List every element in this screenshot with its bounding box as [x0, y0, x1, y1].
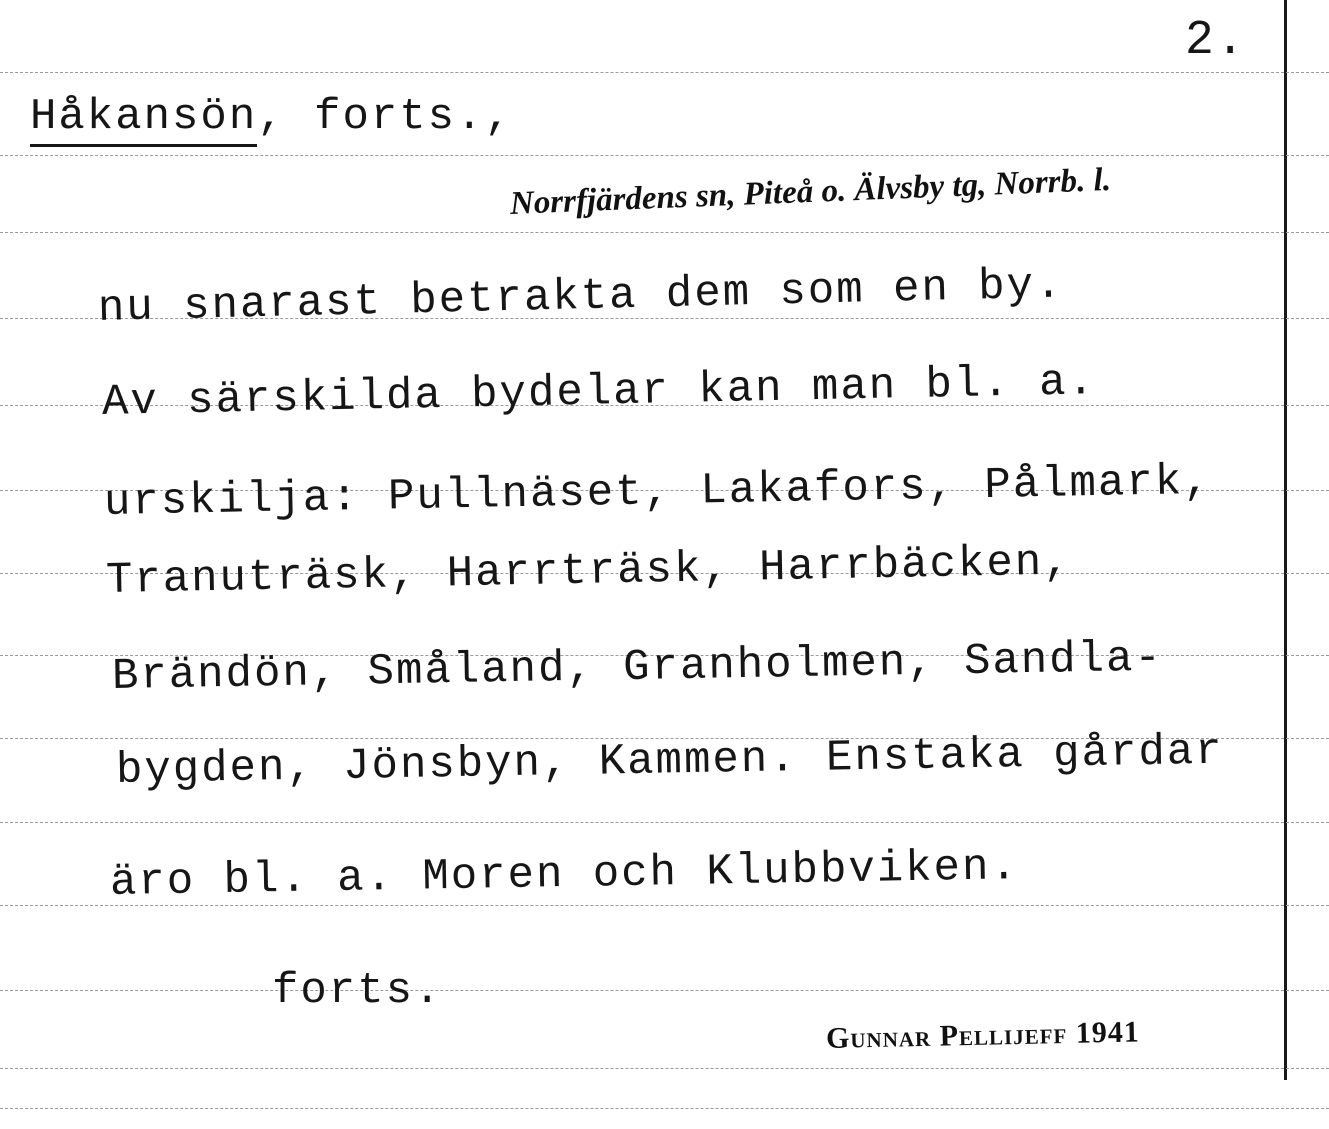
- ruled-line: [0, 232, 1329, 233]
- ruled-line: [0, 155, 1329, 156]
- ruled-line: [0, 1108, 1329, 1109]
- body-line: nu snarast betrakta dem som en by.: [97, 260, 1065, 334]
- body-line: bygden, Jönsbyn, Kammen. Enstaka gårdar: [115, 726, 1225, 796]
- signature-stamp: Gunnar Pellijeff 1941: [825, 1015, 1141, 1055]
- parish-stamp: Norrfjärdens sn, Piteå o. Älvsby tg, Norrb. l.: [509, 161, 1112, 222]
- ruled-line: [0, 990, 1329, 991]
- body-line: Brändön, Småland, Granholmen, Sandla-: [111, 633, 1164, 702]
- body-line: äro bl. a. Moren och Klubbviken.: [109, 842, 1020, 908]
- body-line: Tranuträsk, Harrträsk, Harrbäcken,: [105, 537, 1073, 606]
- body-line: Av särskilda bydelar kan man bl. a.: [101, 357, 1097, 428]
- page-number: 2.: [1185, 14, 1247, 68]
- ruled-line: [0, 1068, 1329, 1069]
- ruled-line: [0, 822, 1329, 823]
- heading-suffix: , forts.,: [257, 92, 513, 142]
- ruled-line: [0, 72, 1329, 73]
- place-name: Håkansön: [30, 92, 257, 147]
- continued-note: forts.: [272, 966, 443, 1016]
- body-line: urskilja: Pullnäset, Lakafors, Pålmark,: [103, 456, 1213, 528]
- card-heading: [30, 92, 513, 142]
- card-right-edge: [1284, 0, 1287, 1080]
